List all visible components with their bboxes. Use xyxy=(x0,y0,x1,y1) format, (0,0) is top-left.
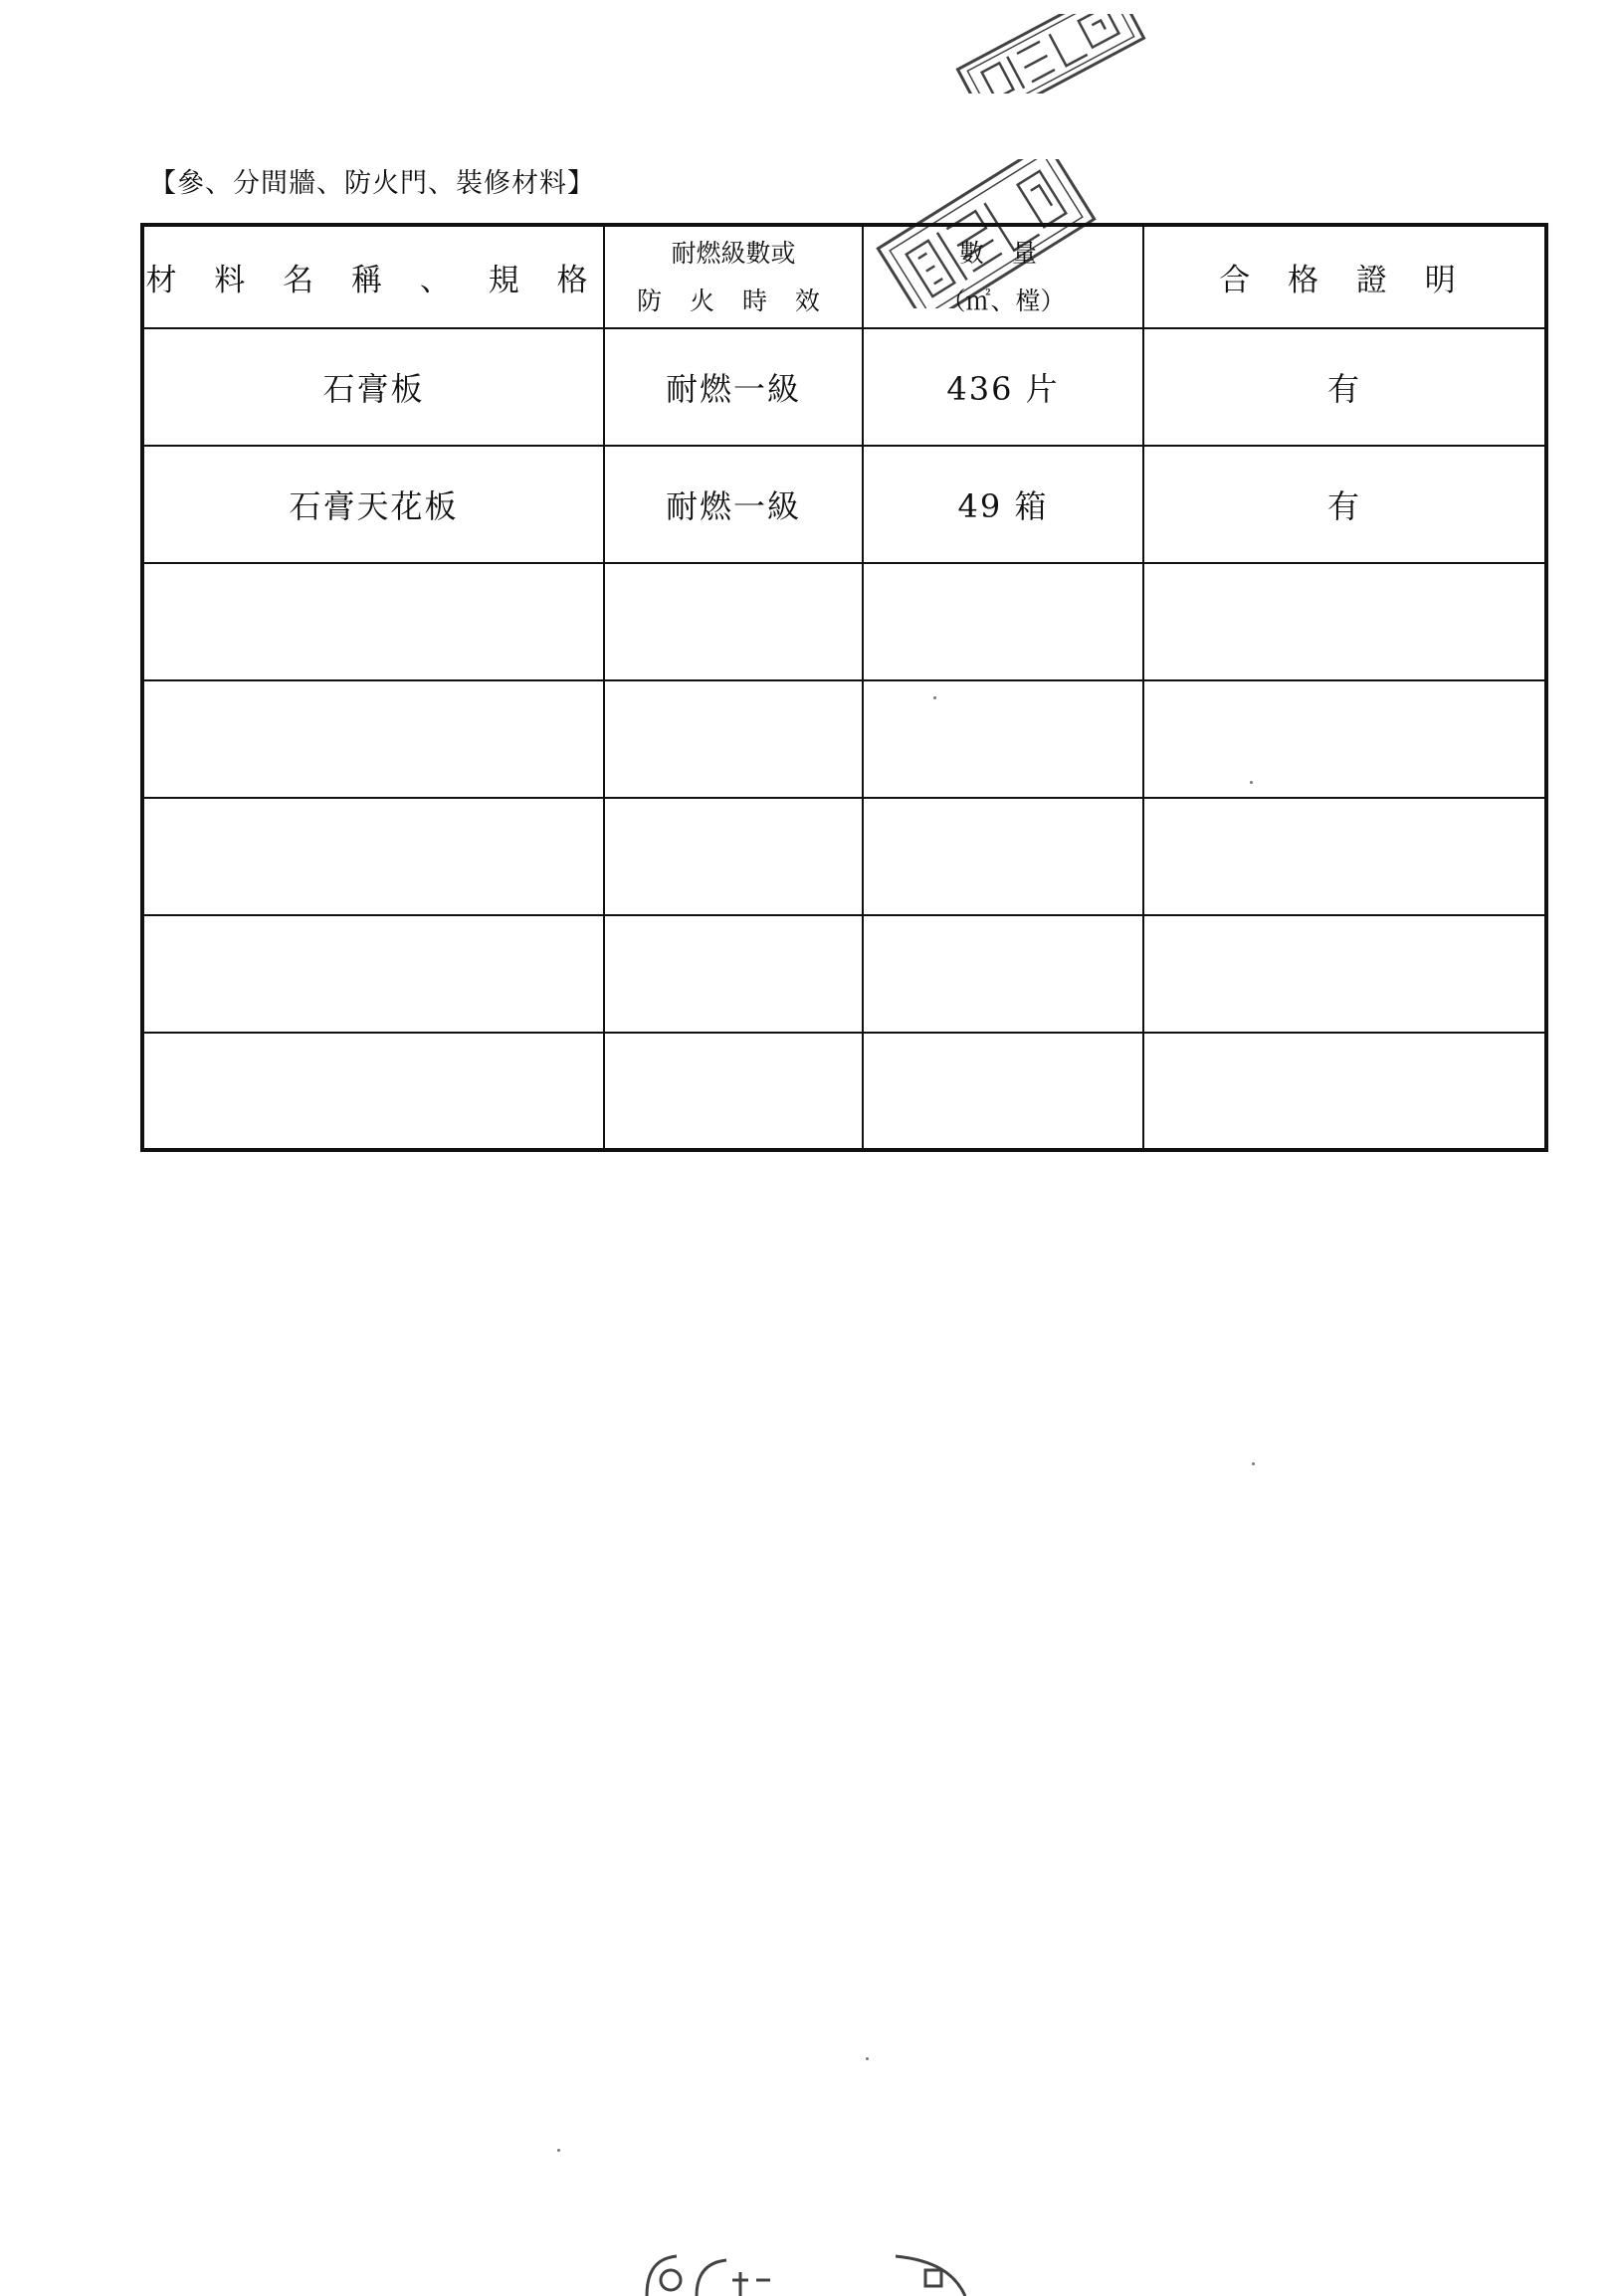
header-material-name xyxy=(142,225,604,328)
cell-material-name: 石膏板 xyxy=(142,328,604,446)
scan-speck xyxy=(866,2057,869,2060)
cell-certificate: 有 xyxy=(1143,446,1546,563)
cell-quantity: 49 箱 xyxy=(863,446,1143,563)
cell-certificate xyxy=(1143,798,1546,915)
scan-speck xyxy=(1250,781,1253,784)
cell-quantity xyxy=(863,915,1143,1033)
cell-fire-rating xyxy=(604,563,863,680)
table-row xyxy=(142,680,1546,798)
seal-stamp-bottom xyxy=(637,2250,995,2296)
cell-fire-rating xyxy=(604,798,863,915)
scan-speck xyxy=(1252,1462,1255,1465)
cell-material-name xyxy=(142,1033,604,1150)
cell-fire-rating: 耐燃一級 xyxy=(604,328,863,446)
cell-certificate xyxy=(1143,915,1546,1033)
cell-fire-rating xyxy=(604,915,863,1033)
cell-quantity: 436 片 xyxy=(863,328,1143,446)
scan-speck xyxy=(933,696,936,699)
materials-table xyxy=(140,223,1548,1152)
table-row xyxy=(142,915,1546,1033)
cell-certificate xyxy=(1143,680,1546,798)
table-row xyxy=(142,446,1546,563)
cell-certificate xyxy=(1143,1033,1546,1150)
header-certificate xyxy=(1143,225,1546,328)
header-fire-rating-line2: 防 火 時 效 xyxy=(637,286,830,315)
header-fire-rating-line1: 耐燃級數或 xyxy=(671,238,796,268)
cell-fire-rating: 耐燃一級 xyxy=(604,446,863,563)
cell-material-name xyxy=(142,798,604,915)
seal-stamp-top xyxy=(941,14,1160,94)
cell-fire-rating xyxy=(604,1033,863,1150)
header-fire-rating xyxy=(604,225,863,328)
table-row xyxy=(142,328,1546,446)
header-quantity-line1: 數 量 xyxy=(959,238,1047,268)
header-quantity xyxy=(863,225,1143,328)
header-fire-rating-label xyxy=(637,230,830,325)
table-row xyxy=(142,798,1546,915)
cell-quantity xyxy=(863,798,1143,915)
cell-material-name: 石膏天花板 xyxy=(142,446,604,563)
scan-speck xyxy=(557,2149,560,2152)
table-row xyxy=(142,563,1546,680)
cell-material-name xyxy=(142,680,604,798)
cell-quantity xyxy=(863,1033,1143,1150)
cell-quantity xyxy=(863,563,1143,680)
header-material-name-label: 材 料 名 稱 、 規 格 xyxy=(145,263,602,298)
header-certificate-label: 合 格 證 明 xyxy=(1219,263,1470,298)
cell-material-name xyxy=(142,563,604,680)
cell-certificate: 有 xyxy=(1143,328,1546,446)
table-header-row xyxy=(142,225,1546,328)
cell-quantity xyxy=(863,680,1143,798)
cell-fire-rating xyxy=(604,680,863,798)
table-row xyxy=(142,1033,1546,1150)
header-quantity-line2: （㎡、樘） xyxy=(940,286,1066,315)
header-quantity-label xyxy=(940,230,1065,325)
section-title: 【參、分間牆、防火門、裝修材料】 xyxy=(149,168,595,199)
cell-material-name xyxy=(142,915,604,1033)
cell-certificate xyxy=(1143,563,1546,680)
